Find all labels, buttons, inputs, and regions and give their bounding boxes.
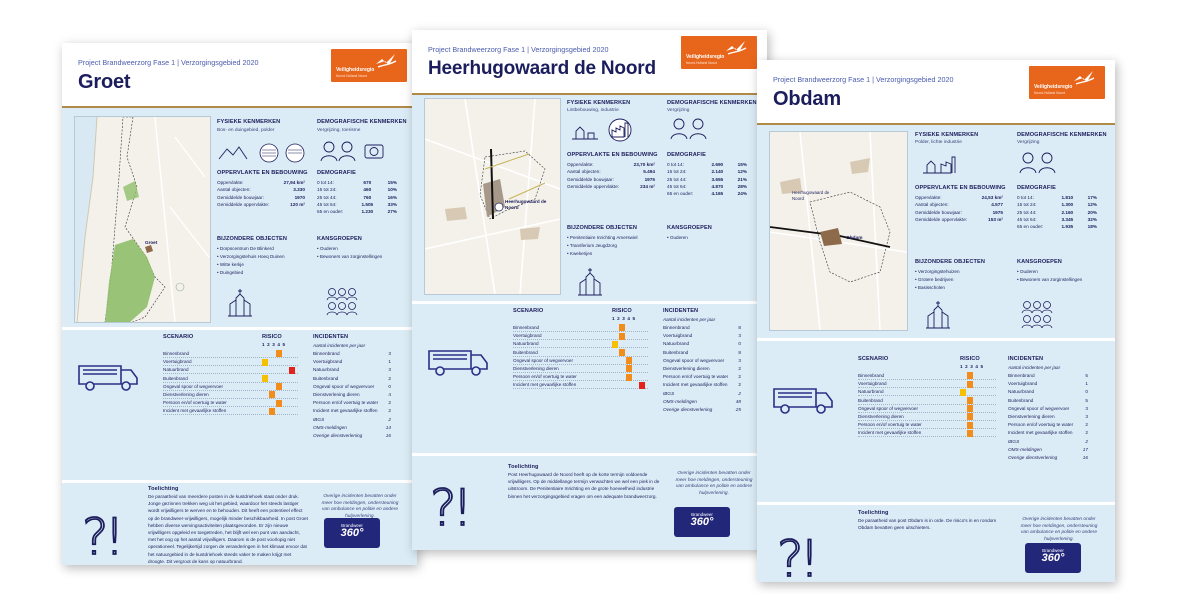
risk-level-marker xyxy=(967,381,973,388)
demografie-heading: DEMOGRAFIE xyxy=(1017,185,1056,191)
logo-subtitle: Noord-Holland Noord xyxy=(1034,91,1066,95)
demografische-heading: DEMOGRAFISCHE KENMERKEN xyxy=(667,100,757,106)
demografische-heading: DEMOGRAFISCHE KENMERKEN xyxy=(317,119,407,125)
opp-row: Gemiddelde bouwjaar: 1975 xyxy=(567,176,655,182)
demografie-table xyxy=(667,161,747,197)
demo-row: 25 tot 44: 760 16% xyxy=(317,194,397,200)
scenario-name: Persoon en/of voertuig te water xyxy=(513,374,577,380)
kansgroepen-heading: KANSGROEPEN xyxy=(1017,259,1062,265)
risk-level-marker xyxy=(262,375,268,382)
risk-level-marker xyxy=(626,357,632,364)
incident-row: OMS-meldingen 17 xyxy=(1008,446,1088,452)
incident-row: Ongeval spoor of wegvervoer 3 xyxy=(1008,405,1088,411)
logo-subtitle: Noord-Holland Noord xyxy=(336,74,368,78)
incident-row: Dienstverlening dieren 2 xyxy=(663,366,741,371)
incident-note: Overige incidenten bevatten onder meer hoe meldingen, ondersteuning van ambulance en politie en andere hulpverlening. xyxy=(321,494,399,519)
incidenten-heading: INCIDENTEN xyxy=(313,334,349,340)
demo-row: 45 tot 64: 3.345 32% xyxy=(1017,216,1097,222)
demografische-text: Vergrijzing, toerisme xyxy=(317,128,361,133)
people-icon xyxy=(320,139,390,163)
object-item: • Grotere bedrijven xyxy=(915,277,954,282)
factory-icon xyxy=(921,151,971,177)
scenario-heading: SCENARIO xyxy=(163,334,194,340)
demo-row: 0 tot 14: 670 15% xyxy=(317,180,397,185)
scenario-name: Ongeval spoor of wegvervoer xyxy=(513,357,574,363)
scenario-name: Voertuigbrand xyxy=(858,381,887,387)
incident-header: Aantal incidenten per jaar xyxy=(313,343,366,348)
incident-row: OMS-meldingen 14 xyxy=(313,424,391,430)
incident-row: Incident met gevaarlijke stoffen 2 xyxy=(1008,430,1088,436)
scenario-name: Persoon en/of voertuig te water xyxy=(163,400,227,406)
section-divider xyxy=(62,327,417,330)
incident-row: IBGS 2 xyxy=(313,416,391,422)
scenario-name: Buitenbrand xyxy=(163,375,188,381)
bijzondere-heading: BIJZONDERE OBJECTEN xyxy=(915,259,985,265)
risk-level-marker xyxy=(967,413,973,420)
opp-row: Gemiddelde oppervlakte: 153 m² xyxy=(915,216,1003,222)
demo-row: 25 tot 44: 2.160 20% xyxy=(1017,209,1097,215)
toelichting-heading: Toelichting xyxy=(508,464,539,470)
incident-row: Persoon en/of voertuig te water 2 xyxy=(663,374,741,380)
incident-header: Aantal incidenten per jaar xyxy=(663,317,716,322)
map-label: Heerhugowaard de Noord xyxy=(505,199,547,210)
content-panel xyxy=(62,108,417,565)
incident-row: Dienstverlening dieren 3 xyxy=(1008,414,1088,419)
group-icon xyxy=(1019,299,1055,331)
object-item: • Transferium Jeugdzorg xyxy=(567,243,617,248)
scenario-name: Voertuigbrand xyxy=(163,359,192,365)
fysieke-text: Lintbebouwing, industrie xyxy=(567,108,619,113)
kansgroep-item: • Bewoners van zorginstellingen xyxy=(317,254,383,259)
demo-row: 45 tot 64: 4.870 28% xyxy=(667,183,747,189)
oppervlakte-table xyxy=(217,179,305,208)
bijzondere-heading: BIJZONDERE OBJECTEN xyxy=(217,236,287,242)
risk-level-marker xyxy=(639,382,645,389)
section-divider xyxy=(757,338,1115,341)
incident-row: Persoon en/of voertuig te water 2 xyxy=(1008,422,1088,428)
incident-note: Overige incidenten bevatten onder meer hoe meldingen, ondersteuning van ambulance en politie en andere hulpverlening. xyxy=(1020,517,1098,542)
risk-level-marker xyxy=(262,359,268,366)
fysieke-heading: FYSIEKE KENMERKEN xyxy=(915,132,979,138)
incident-row: Binnenbrand 3 xyxy=(313,351,391,356)
scenario-name: Incident met gevaarlijke stoffen xyxy=(163,408,227,414)
church-icon xyxy=(575,267,605,297)
factsheet-groet xyxy=(62,43,417,565)
scenario-name: Binnenbrand xyxy=(858,373,885,378)
map-label-neighbour: Heerhugowaard de Noord xyxy=(792,190,830,201)
fire-truck-icon xyxy=(77,360,139,392)
demografie-heading: DEMOGRAFIE xyxy=(317,170,356,176)
logo-title: Veiligheidsregio xyxy=(686,54,725,60)
opp-row: Aantal objecten: 4.577 xyxy=(915,202,1003,208)
map-label: Obdam xyxy=(846,236,863,241)
demo-row: 15 tot 24: 1.300 12% xyxy=(1017,202,1097,208)
scenario-name: Incident met gevaarlijke stoffen xyxy=(513,382,577,388)
incident-row: Voertuigbrand 1 xyxy=(1008,381,1088,387)
demografische-text: Vergrijzing xyxy=(667,108,690,113)
row-rule xyxy=(858,436,996,437)
risk-level-marker xyxy=(269,391,275,398)
toelichting-text: De paraatheid van post Obdam is in orde. De risico's in en rondom Obdam bevatten geen uitschieters. xyxy=(858,518,997,531)
risk-level-marker xyxy=(967,430,973,437)
people-icon xyxy=(1019,149,1063,175)
oppervlakte-table xyxy=(915,194,1003,223)
toelichting-heading: Toelichting xyxy=(858,510,889,516)
incident-row: IBGS 2 xyxy=(1008,438,1088,444)
risk-level-marker xyxy=(276,350,282,357)
kansgroepen-heading: KANSGROEPEN xyxy=(667,225,712,231)
scenario-name: Natuurbrand xyxy=(163,367,189,373)
factory-icon xyxy=(570,117,640,143)
risk-level-marker xyxy=(967,372,973,379)
demografische-text: Vergrijzing xyxy=(1017,140,1040,145)
oppervlakte-heading: OPPERVLAKTE EN BEBOUWING xyxy=(217,170,308,176)
toelichting-heading: Toelichting xyxy=(148,486,179,492)
logo-swirl-icon xyxy=(375,52,397,70)
risk-level-marker xyxy=(960,389,966,396)
brandweer-360-badge: Brandweer 360° xyxy=(1025,543,1081,573)
question-mark-icon: ?! xyxy=(777,530,816,582)
incident-row: Natuurbrand 3 xyxy=(313,367,391,373)
veiligheidsregio-logo xyxy=(681,36,757,69)
sheet-header xyxy=(757,60,1115,125)
demo-row: 65 en ouder: 1.230 27% xyxy=(317,209,397,215)
scenario-name: Persoon en/of voertuig te water xyxy=(858,422,922,428)
logo-title: Veiligheidsregio xyxy=(336,67,375,73)
object-item: • Verzorgingstehuizen xyxy=(915,269,960,274)
fire-truck-icon xyxy=(427,345,489,377)
scenario-heading: SCENARIO xyxy=(513,308,544,314)
project-subtitle: Project Brandweerzorg Fase 1 | Verzorgingsgebied 2020 xyxy=(428,45,609,54)
opp-row: Oppervlakte: 24,53 km² xyxy=(915,195,1003,200)
demo-row: 25 tot 44: 3.655 21% xyxy=(667,176,747,182)
map-graphic xyxy=(770,132,907,330)
incident-row: OMS-meldingen 48 xyxy=(663,398,741,404)
object-item: • Penitentiaire Inrichting Amerswiel xyxy=(567,235,638,240)
toelichting-text: Post Heerhugowaard de Noord heeft op de korte termijn voldoende vrijwilligers. Op de middellange termijn verwachten we wel een piek in de uitstroom. De Penitentiaire Inrichting en de grote hoeveelheid industrie binnen het verzorgingsgebied vragen om een adequate brandweerzorg. xyxy=(508,472,660,499)
risk-level-marker xyxy=(619,333,625,340)
incident-row: Dienstverlening dieren 4 xyxy=(313,392,391,397)
risk-level-marker xyxy=(967,397,973,404)
scenario-name: Ongeval spoor of wegvervoer xyxy=(858,405,919,411)
church-icon xyxy=(923,300,953,330)
scenario-name: Dienstverlening dieren xyxy=(858,414,904,419)
incident-row: Persoon en/of voertuig te water 2 xyxy=(313,400,391,406)
incident-row: Voertuigbrand 3 xyxy=(663,333,741,339)
object-item: • Verzorgingstehuis Hoeq Duinen xyxy=(217,254,285,259)
incident-row: Buitenbrand 2 xyxy=(313,375,391,381)
scenario-name: Incident met gevaarlijke stoffen xyxy=(858,430,922,436)
incident-row: Incident met gevaarlijke stoffen 2 xyxy=(313,408,391,414)
scenario-heading: SCENARIO xyxy=(858,356,889,362)
risico-scale: 1 2 3 4 5 xyxy=(960,364,984,369)
risico-heading: RISICO xyxy=(262,334,282,340)
incident-row: Overige dienstverlening 16 xyxy=(1008,455,1088,460)
area-map xyxy=(424,98,561,295)
section-divider xyxy=(412,301,767,304)
scenario-name: Binnenbrand xyxy=(163,351,190,356)
risico-heading: RISICO xyxy=(960,356,980,362)
incident-row: Overige dienstverlening 25 xyxy=(663,407,741,412)
incident-row: Incident met gevaarlijke stoffen 2 xyxy=(663,382,741,388)
object-item: • Kwekerijen xyxy=(567,251,593,256)
demografie-table xyxy=(317,179,397,215)
landscape-icon xyxy=(217,141,307,163)
scenario-name: Dienstverlening dieren xyxy=(513,366,559,371)
risk-level-marker xyxy=(626,374,632,381)
oppervlakte-heading: OPPERVLAKTE EN BEBOUWING xyxy=(915,185,1006,191)
scenario-name: Binnenbrand xyxy=(513,325,540,330)
map-graphic xyxy=(75,117,210,322)
section-divider xyxy=(412,453,767,456)
fire-truck-icon xyxy=(772,383,834,415)
kansgroep-item: • Ouderen xyxy=(1017,269,1038,274)
opp-row: Aantal objecten: 5.494 xyxy=(567,169,655,175)
question-mark-icon: ?! xyxy=(82,508,121,565)
demo-row: 15 tot 24: 460 10% xyxy=(317,187,397,193)
scenario-name: Dienstverlening dieren xyxy=(163,392,209,397)
risk-level-marker xyxy=(269,408,275,415)
project-subtitle: Project Brandweerzorg Fase 1 | Verzorgingsgebied 2020 xyxy=(78,58,259,67)
incident-header: Aantal incidenten per jaar xyxy=(1008,365,1061,370)
map-label: Groet xyxy=(145,240,158,245)
risico-heading: RISICO xyxy=(612,308,632,314)
object-item: • Duingebied xyxy=(217,270,244,275)
incident-row: IBGS 2 xyxy=(663,390,741,396)
kansgroep-item: • Ouderen xyxy=(317,246,338,251)
object-item: • Witte kerkje xyxy=(217,262,244,267)
logo-title: Veiligheidsregio xyxy=(1034,84,1073,90)
brandweer-360-badge: Brandweer 360° xyxy=(324,518,380,548)
scenario-name: Voertuigbrand xyxy=(513,333,542,339)
risico-scale: 1 2 3 4 5 xyxy=(262,342,286,347)
incident-row: Buitenbrand 5 xyxy=(1008,397,1088,403)
opp-row: Gemiddelde bouwjaar: 1975 xyxy=(915,209,1003,215)
incidenten-heading: INCIDENTEN xyxy=(1008,356,1044,362)
area-map xyxy=(769,131,908,331)
object-item: • Dorpscentrum De Blinkerd xyxy=(217,246,274,251)
oppervlakte-table xyxy=(567,161,655,190)
demo-row: 45 tot 64: 1.505 33% xyxy=(317,201,397,207)
question-mark-icon: ?! xyxy=(430,479,469,537)
object-item: • Basisscholen xyxy=(915,285,945,290)
kansgroep-item: • Ouderen xyxy=(667,235,688,240)
logo-subtitle: Noord-Holland Noord xyxy=(686,61,718,65)
demo-row: 65 en ouder: 4.165 24% xyxy=(667,191,747,197)
logo-swirl-icon xyxy=(1073,69,1095,87)
veiligheidsregio-logo xyxy=(331,49,407,82)
risk-level-marker xyxy=(967,405,973,412)
risk-level-marker xyxy=(276,400,282,407)
fysieke-text: Polder, lichte industrie xyxy=(915,140,962,145)
group-icon xyxy=(324,286,360,318)
incident-row: Binnenbrand 5 xyxy=(1008,373,1088,378)
area-map xyxy=(74,116,211,323)
demografische-heading: DEMOGRAFISCHE KENMERKEN xyxy=(1017,132,1107,138)
section-divider xyxy=(757,502,1115,505)
risk-level-marker xyxy=(619,349,625,356)
opp-row: Gemiddelde bouwjaar: 1970 xyxy=(217,194,305,200)
scenario-name: Ongeval spoor of wegvervoer xyxy=(163,383,224,389)
oppervlakte-heading: OPPERVLAKTE EN BEBOUWING xyxy=(567,152,658,158)
project-subtitle: Project Brandweerzorg Fase 1 | Verzorgingsgebied 2020 xyxy=(773,75,954,84)
factsheet-obdam xyxy=(757,60,1115,582)
sheet-header xyxy=(412,30,767,95)
incident-row: Overige dienstverlening 16 xyxy=(313,433,391,438)
bijzondere-heading: BIJZONDERE OBJECTEN xyxy=(567,225,637,231)
risk-level-marker xyxy=(619,324,625,331)
page-title: Obdam xyxy=(773,88,841,110)
scenario-name: Buitenbrand xyxy=(858,397,883,403)
incident-row: Natuurbrand 0 xyxy=(1008,389,1088,395)
kansgroep-item: • Bewoners van zorginstellingen xyxy=(1017,277,1083,282)
opp-row: Oppervlakte: 23,70 km² xyxy=(567,162,655,167)
incident-row: Binnenbrand 8 xyxy=(663,325,741,330)
incident-row: Natuurbrand 0 xyxy=(663,341,741,347)
risk-level-marker xyxy=(612,341,618,348)
demo-row: 15 tot 24: 2.140 12% xyxy=(667,169,747,175)
risk-level-marker xyxy=(289,367,295,374)
section-divider xyxy=(62,480,417,483)
fysieke-heading: FYSIEKE KENMERKEN xyxy=(217,119,281,125)
incident-row: Voertuigbrand 1 xyxy=(313,359,391,365)
scenario-name: Buitenbrand xyxy=(513,349,538,355)
church-icon xyxy=(225,288,255,318)
demo-row: 65 en ouder: 1.935 18% xyxy=(1017,224,1097,230)
risico-scale: 1 2 3 4 5 xyxy=(612,316,636,321)
incident-note: Overige incidenten bevatten onder meer hoe meldingen, ondersteuning van ambulance en politie en andere hulpverlening. xyxy=(675,471,753,496)
logo-swirl-icon xyxy=(725,39,747,57)
scenario-name: Natuurbrand xyxy=(513,341,539,347)
content-panel xyxy=(412,95,767,550)
risk-level-marker xyxy=(967,422,973,429)
fysieke-text: Bos- en duingebied, polder xyxy=(217,128,275,133)
demo-row: 0 tot 14: 2.690 15% xyxy=(667,162,747,167)
incidenten-heading: INCIDENTEN xyxy=(663,308,699,314)
demografie-table xyxy=(1017,194,1097,230)
map-graphic xyxy=(425,99,560,294)
brandweer-360-badge: Brandweer 360° xyxy=(674,507,730,537)
fysieke-heading: FYSIEKE KENMERKEN xyxy=(567,100,631,106)
veiligheidsregio-logo xyxy=(1029,66,1105,99)
risk-level-marker xyxy=(626,365,632,372)
kansgroepen-heading: KANSGROEPEN xyxy=(317,236,362,242)
sheet-header xyxy=(62,43,417,108)
risk-level-marker xyxy=(276,383,282,390)
incident-row: Ongeval spoor of wegvervoer 0 xyxy=(313,383,391,389)
opp-row: Oppervlakte: 27,94 km² xyxy=(217,180,305,185)
row-rule xyxy=(513,388,648,389)
demografie-heading: DEMOGRAFIE xyxy=(667,152,706,158)
opp-row: Gemiddelde oppervlakte: 120 m² xyxy=(217,201,305,207)
incident-row: Ongeval spoor of wegvervoer 3 xyxy=(663,357,741,363)
page-title: Groet xyxy=(78,71,131,93)
row-rule xyxy=(163,414,298,415)
incident-row: Buitenbrand 8 xyxy=(663,349,741,355)
opp-row: Gemiddelde oppervlakte: 234 m² xyxy=(567,183,655,189)
page-title: Heerhugowaard de Noord xyxy=(428,58,656,79)
toelichting-text: De paraatheid van meerdere posten in de kustdriehoek staat onder druk. Jonge gezinnen trekken weg uit het gebied, waardoor het steeds lastiger wordt vrijwilligers te werven en te behouden. Dit heeft een potentieel effect op de brandweer-vrijwilligers, mogelijk minder beschikbaarheid. In post Groet hebben diverse wervingsactiviteiten plaatsgevonden. Er zijn nieuwe vrijwilligers opgeleid en toegetreden, het blijft wel een punt van aandacht, met het oog op het aantal vrijwilligers. Daarom is de post voorlopig niet operationeel. Tegelijkertijd zorgen de veranderingen in het klimaat ervoor dat het natuurgebied in de kustdriehoek steeds vaker te maken krijgt met droogte. Dit vergroot de kans op natuurbrand. xyxy=(148,494,308,564)
demo-row: 0 tot 14: 1.810 17% xyxy=(1017,195,1097,200)
opp-row: Aantal objecten: 3.330 xyxy=(217,187,305,193)
content-panel xyxy=(757,125,1115,582)
factsheet-heerhugowaard xyxy=(412,30,767,550)
scenario-name: Natuurbrand xyxy=(858,389,884,395)
people-icon xyxy=(670,115,714,141)
